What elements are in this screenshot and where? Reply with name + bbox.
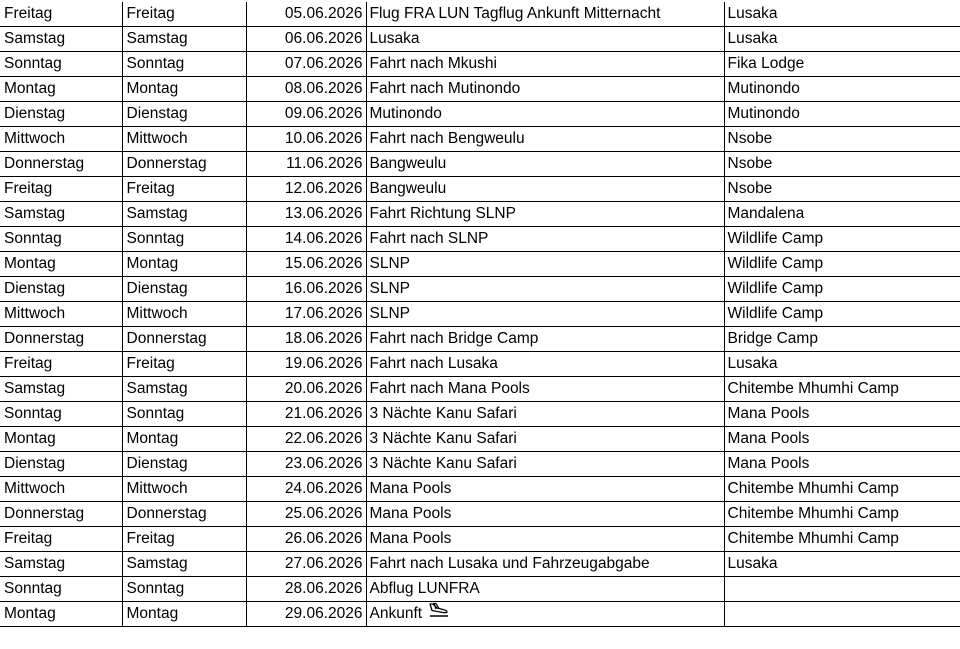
weekday-copy-cell[interactable]	[122, 77, 246, 102]
activity-text: Lusaka	[369, 30, 420, 48]
weekday-copy-text: Mittwoch	[126, 130, 188, 148]
date-cell[interactable]	[246, 477, 366, 502]
location-cell[interactable]	[724, 202, 960, 227]
date-cell[interactable]	[246, 27, 366, 52]
table-row	[0, 327, 960, 352]
table-row	[0, 102, 960, 127]
weekday-text: Dienstag	[4, 455, 66, 473]
weekday-cell[interactable]	[0, 227, 122, 252]
weekday-text: Mittwoch	[4, 130, 66, 148]
weekday-copy-text: Montag	[126, 605, 179, 623]
activity-text: SLNP	[369, 255, 410, 273]
date-text: 07.06.2026	[284, 55, 363, 73]
activity-text: SLNP	[369, 305, 410, 323]
location-cell[interactable]	[724, 277, 960, 302]
activity-cell[interactable]	[366, 27, 724, 52]
date-text: 19.06.2026	[284, 355, 363, 373]
activity-cell[interactable]	[366, 127, 724, 152]
weekday-copy-cell[interactable]	[122, 552, 246, 577]
activity-cell[interactable]	[366, 352, 724, 377]
date-cell[interactable]	[246, 252, 366, 277]
activity-text: Fahrt nach SLNP	[369, 230, 489, 248]
weekday-text: Sonntag	[4, 230, 62, 248]
activity-cell[interactable]	[366, 327, 724, 352]
table-row	[0, 27, 960, 52]
activity-text: Bangweulu	[369, 155, 447, 173]
location-cell[interactable]	[724, 27, 960, 52]
weekday-text: Mittwoch	[4, 480, 66, 498]
date-cell[interactable]	[246, 527, 366, 552]
date-cell[interactable]	[246, 452, 366, 477]
activity-cell[interactable]	[366, 77, 724, 102]
weekday-copy-cell[interactable]	[122, 277, 246, 302]
location-text: Wildlife Camp	[727, 230, 824, 248]
date-text: 13.06.2026	[284, 205, 363, 223]
location-cell[interactable]	[724, 77, 960, 102]
location-text: Wildlife Camp	[727, 305, 824, 323]
date-cell[interactable]	[246, 102, 366, 127]
location-cell[interactable]	[724, 527, 960, 552]
location-text: Chitembe Mhumhi Camp	[727, 380, 899, 398]
location-text: Mana Pools	[727, 405, 810, 423]
weekday-copy-cell[interactable]	[122, 302, 246, 327]
location-text: Nsobe	[727, 130, 773, 148]
date-cell[interactable]	[246, 302, 366, 327]
location-cell[interactable]	[724, 2, 960, 27]
table-row	[0, 577, 960, 602]
weekday-text: Freitag	[4, 180, 53, 198]
date-text: 15.06.2026	[284, 255, 363, 273]
weekday-copy-text: Mittwoch	[126, 480, 188, 498]
activity-text: SLNP	[369, 280, 410, 298]
activity-text: Flug FRA LUN Tagflug Ankunft Mitternacht	[369, 5, 661, 23]
activity-cell[interactable]	[366, 477, 724, 502]
activity-text: Ankunft	[369, 605, 423, 623]
weekday-text: Donnerstag	[4, 155, 85, 173]
weekday-copy-text: Freitag	[126, 5, 175, 23]
activity-cell[interactable]	[366, 227, 724, 252]
weekday-copy-cell[interactable]	[122, 577, 246, 602]
itinerary-body	[0, 2, 960, 627]
location-text: Nsobe	[727, 155, 773, 173]
date-text: 18.06.2026	[284, 330, 363, 348]
activity-cell[interactable]	[366, 177, 724, 202]
date-text: 20.06.2026	[284, 380, 363, 398]
activity-cell[interactable]	[366, 427, 724, 452]
date-text: 06.06.2026	[284, 30, 363, 48]
activity-cell[interactable]	[366, 252, 724, 277]
activity-cell[interactable]	[366, 377, 724, 402]
activity-cell[interactable]	[366, 102, 724, 127]
weekday-copy-text: Montag	[126, 255, 179, 273]
location-text: Chitembe Mhumhi Camp	[727, 480, 899, 498]
weekday-copy-cell[interactable]	[122, 377, 246, 402]
location-cell[interactable]	[724, 227, 960, 252]
date-cell[interactable]	[246, 152, 366, 177]
activity-text: 3 Nächte Kanu Safari	[369, 405, 517, 423]
date-cell[interactable]	[246, 427, 366, 452]
table-row	[0, 227, 960, 252]
weekday-copy-cell[interactable]	[122, 102, 246, 127]
weekday-copy-cell[interactable]	[122, 527, 246, 552]
weekday-copy-text: Donnerstag	[126, 155, 207, 173]
activity-cell[interactable]	[366, 277, 724, 302]
date-cell[interactable]	[246, 602, 366, 627]
date-cell[interactable]	[246, 177, 366, 202]
weekday-text: Dienstag	[4, 280, 66, 298]
activity-text: 3 Nächte Kanu Safari	[369, 430, 517, 448]
weekday-text: Sonntag	[4, 405, 62, 423]
table-row	[0, 527, 960, 552]
date-text: 10.06.2026	[284, 130, 363, 148]
location-text: Chitembe Mhumhi Camp	[727, 530, 899, 548]
date-cell[interactable]	[246, 202, 366, 227]
weekday-text: Samstag	[4, 555, 66, 573]
activity-cell[interactable]	[366, 452, 724, 477]
activity-cell[interactable]	[366, 502, 724, 527]
weekday-copy-cell[interactable]	[122, 602, 246, 627]
weekday-copy-cell[interactable]	[122, 402, 246, 427]
activity-text: Fahrt nach Lusaka und Fahrzeugabgabe	[369, 555, 650, 573]
weekday-cell[interactable]	[0, 102, 122, 127]
weekday-text: Montag	[4, 80, 56, 98]
date-cell[interactable]	[246, 127, 366, 152]
table-row	[0, 502, 960, 527]
date-text: 05.06.2026	[284, 5, 363, 23]
weekday-copy-text: Montag	[126, 430, 179, 448]
weekday-cell[interactable]	[0, 52, 122, 77]
activity-cell[interactable]	[366, 152, 724, 177]
weekday-copy-cell[interactable]	[122, 177, 246, 202]
weekday-copy-text: Sonntag	[126, 55, 185, 73]
weekday-copy-text: Dienstag	[126, 280, 188, 298]
weekday-cell[interactable]	[0, 352, 122, 377]
weekday-copy-text: Samstag	[126, 380, 188, 398]
weekday-cell[interactable]	[0, 377, 122, 402]
weekday-cell[interactable]	[0, 277, 122, 302]
activity-text: Mana Pools	[369, 505, 452, 523]
weekday-text: Freitag	[4, 5, 53, 23]
activity-cell[interactable]	[366, 527, 724, 552]
date-cell[interactable]	[246, 2, 366, 27]
weekday-text: Montag	[4, 430, 56, 448]
weekday-text: Samstag	[4, 380, 66, 398]
weekday-copy-cell[interactable]	[122, 152, 246, 177]
activity-cell[interactable]	[366, 552, 724, 577]
weekday-copy-text: Mittwoch	[126, 305, 188, 323]
weekday-copy-cell[interactable]	[122, 52, 246, 77]
date-cell[interactable]	[246, 227, 366, 252]
weekday-copy-text: Dienstag	[126, 455, 188, 473]
location-cell[interactable]	[724, 327, 960, 352]
airplane-landing-icon	[428, 602, 450, 626]
table-row	[0, 52, 960, 77]
weekday-copy-cell[interactable]	[122, 452, 246, 477]
weekday-cell[interactable]	[0, 2, 122, 27]
weekday-cell[interactable]	[0, 27, 122, 52]
weekday-copy-cell[interactable]	[122, 127, 246, 152]
weekday-copy-text: Montag	[126, 80, 179, 98]
weekday-copy-text: Freitag	[126, 530, 175, 548]
location-cell[interactable]	[724, 52, 960, 77]
weekday-copy-text: Donnerstag	[126, 505, 207, 523]
activity-text: Fahrt nach Mutinondo	[369, 80, 521, 98]
date-text: 28.06.2026	[284, 580, 363, 598]
date-cell[interactable]	[246, 402, 366, 427]
date-text: 23.06.2026	[284, 455, 363, 473]
date-cell[interactable]	[246, 577, 366, 602]
activity-cell[interactable]	[366, 602, 724, 627]
weekday-cell[interactable]	[0, 527, 122, 552]
date-text: 09.06.2026	[284, 105, 363, 123]
date-cell[interactable]	[246, 52, 366, 77]
date-cell[interactable]	[246, 327, 366, 352]
weekday-cell[interactable]	[0, 402, 122, 427]
location-text: Wildlife Camp	[727, 280, 824, 298]
table-row	[0, 427, 960, 452]
weekday-cell[interactable]	[0, 477, 122, 502]
weekday-text: Donnerstag	[4, 330, 85, 348]
location-text: Lusaka	[727, 355, 778, 373]
date-text: 25.06.2026	[284, 505, 363, 523]
weekday-cell[interactable]	[0, 552, 122, 577]
date-cell[interactable]	[246, 552, 366, 577]
weekday-copy-cell[interactable]	[122, 252, 246, 277]
weekday-copy-cell[interactable]	[122, 202, 246, 227]
activity-cell[interactable]	[366, 52, 724, 77]
activity-text: Fahrt nach Bengweulu	[369, 130, 525, 148]
date-text: 21.06.2026	[284, 405, 363, 423]
table-row	[0, 402, 960, 427]
location-text: Fika Lodge	[727, 55, 805, 73]
activity-text: Abflug LUNFRA	[369, 580, 480, 598]
weekday-copy-text: Samstag	[126, 205, 188, 223]
date-cell[interactable]	[246, 277, 366, 302]
date-text: 27.06.2026	[284, 555, 363, 573]
activity-text: Fahrt nach Mana Pools	[369, 380, 530, 398]
table-row	[0, 277, 960, 302]
location-cell[interactable]	[724, 252, 960, 277]
location-cell[interactable]	[724, 377, 960, 402]
location-text: Chitembe Mhumhi Camp	[727, 505, 899, 523]
location-cell[interactable]	[724, 127, 960, 152]
location-cell[interactable]	[724, 402, 960, 427]
date-cell[interactable]	[246, 502, 366, 527]
weekday-copy-cell[interactable]	[122, 227, 246, 252]
table-row	[0, 177, 960, 202]
weekday-copy-cell[interactable]	[122, 477, 246, 502]
weekday-copy-text: Donnerstag	[126, 330, 207, 348]
weekday-copy-text: Freitag	[126, 180, 175, 198]
location-cell[interactable]	[724, 152, 960, 177]
activity-cell[interactable]	[366, 2, 724, 27]
weekday-cell[interactable]	[0, 452, 122, 477]
table-row	[0, 552, 960, 577]
date-text: 24.06.2026	[284, 480, 363, 498]
weekday-copy-cell[interactable]	[122, 327, 246, 352]
location-cell[interactable]	[724, 502, 960, 527]
weekday-copy-cell[interactable]	[122, 502, 246, 527]
activity-text: Mana Pools	[369, 530, 452, 548]
activity-text: 3 Nächte Kanu Safari	[369, 455, 517, 473]
weekday-copy-text: Dienstag	[126, 105, 188, 123]
date-text: 08.06.2026	[284, 80, 363, 98]
location-cell[interactable]	[724, 102, 960, 127]
location-text: Lusaka	[727, 555, 778, 573]
location-text: Mana Pools	[727, 455, 810, 473]
location-text: Mandalena	[727, 205, 805, 223]
table-row	[0, 352, 960, 377]
table-row	[0, 2, 960, 27]
table-row	[0, 152, 960, 177]
table-row	[0, 602, 960, 627]
activity-text: Fahrt nach Bridge Camp	[369, 330, 539, 348]
location-cell[interactable]	[724, 452, 960, 477]
location-cell[interactable]	[724, 602, 960, 627]
weekday-text: Sonntag	[4, 55, 62, 73]
table-row	[0, 377, 960, 402]
table-row	[0, 302, 960, 327]
date-text: 22.06.2026	[284, 430, 363, 448]
weekday-cell[interactable]	[0, 252, 122, 277]
weekday-text: Freitag	[4, 355, 53, 373]
weekday-text: Samstag	[4, 205, 66, 223]
date-text: 11.06.2026	[286, 155, 363, 173]
location-text: Mana Pools	[727, 430, 810, 448]
date-cell[interactable]	[246, 352, 366, 377]
weekday-cell[interactable]	[0, 577, 122, 602]
table-row	[0, 477, 960, 502]
weekday-copy-cell[interactable]	[122, 352, 246, 377]
activity-text: Fahrt Richtung SLNP	[369, 205, 516, 223]
location-text: Bridge Camp	[727, 330, 818, 348]
location-cell[interactable]	[724, 177, 960, 202]
weekday-copy-cell[interactable]	[122, 27, 246, 52]
activity-text: Fahrt nach Lusaka	[369, 355, 498, 373]
weekday-copy-text: Sonntag	[126, 580, 185, 598]
weekday-copy-text: Samstag	[126, 555, 188, 573]
table-row	[0, 252, 960, 277]
activity-text: Mana Pools	[369, 480, 452, 498]
weekday-cell[interactable]	[0, 77, 122, 102]
location-cell[interactable]	[724, 302, 960, 327]
location-cell[interactable]	[724, 352, 960, 377]
activity-cell[interactable]	[366, 302, 724, 327]
table-row	[0, 202, 960, 227]
date-text: 14.06.2026	[284, 230, 363, 248]
weekday-cell[interactable]	[0, 427, 122, 452]
weekday-copy-text: Sonntag	[126, 405, 185, 423]
weekday-text: Mittwoch	[4, 305, 66, 323]
weekday-cell[interactable]	[0, 202, 122, 227]
activity-cell[interactable]	[366, 202, 724, 227]
weekday-cell[interactable]	[0, 327, 122, 352]
location-cell[interactable]	[724, 477, 960, 502]
activity-cell[interactable]	[366, 402, 724, 427]
date-text: 16.06.2026	[284, 280, 363, 298]
itinerary-table	[0, 2, 960, 627]
weekday-copy-cell[interactable]	[122, 2, 246, 27]
weekday-text: Montag	[4, 605, 56, 623]
location-text: Mutinondo	[727, 105, 800, 123]
activity-text: Bangweulu	[369, 180, 447, 198]
weekday-text: Dienstag	[4, 105, 66, 123]
date-cell[interactable]	[246, 77, 366, 102]
table-row	[0, 452, 960, 477]
date-text: 17.06.2026	[284, 305, 363, 323]
weekday-text: Sonntag	[4, 580, 62, 598]
weekday-cell[interactable]	[0, 302, 122, 327]
weekday-cell[interactable]	[0, 152, 122, 177]
location-text: Nsobe	[727, 180, 773, 198]
location-cell[interactable]	[724, 577, 960, 602]
location-text: Mutinondo	[727, 80, 800, 98]
location-text: Wildlife Camp	[727, 255, 824, 273]
weekday-cell[interactable]	[0, 127, 122, 152]
date-cell[interactable]	[246, 377, 366, 402]
activity-cell[interactable]	[366, 577, 724, 602]
weekday-copy-text: Freitag	[126, 355, 175, 373]
activity-text: Mutinondo	[369, 105, 442, 123]
weekday-copy-cell[interactable]	[122, 427, 246, 452]
date-text: 12.06.2026	[284, 180, 363, 198]
weekday-text: Donnerstag	[4, 505, 85, 523]
location-text: Lusaka	[727, 5, 778, 23]
location-cell[interactable]	[724, 552, 960, 577]
table-row	[0, 77, 960, 102]
weekday-text: Samstag	[4, 30, 66, 48]
location-cell[interactable]	[724, 427, 960, 452]
weekday-copy-text: Samstag	[126, 30, 188, 48]
date-text: 26.06.2026	[284, 530, 363, 548]
activity-text: Fahrt nach Mkushi	[369, 55, 497, 73]
weekday-text: Montag	[4, 255, 56, 273]
weekday-text: Freitag	[4, 530, 53, 548]
location-text: Lusaka	[727, 30, 778, 48]
weekday-cell[interactable]	[0, 177, 122, 202]
weekday-copy-text: Sonntag	[126, 230, 185, 248]
table-row	[0, 127, 960, 152]
weekday-cell[interactable]	[0, 602, 122, 627]
date-text: 29.06.2026	[284, 605, 363, 623]
weekday-cell[interactable]	[0, 502, 122, 527]
